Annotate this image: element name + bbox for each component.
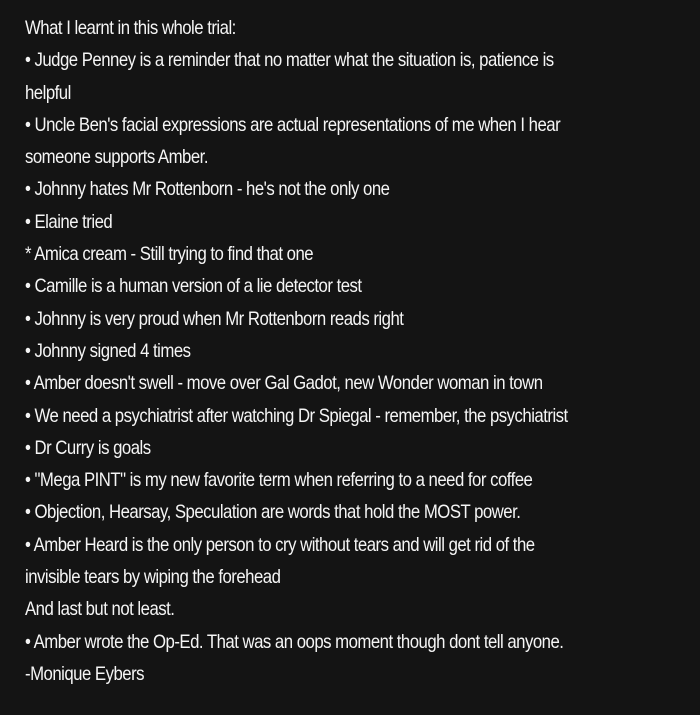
- list-item: • Judge Penney is a reminder that no matter what the situation is, patience is: [25, 49, 554, 72]
- list-item: • Johnny is very proud when Mr Rottenborn reads right: [25, 307, 404, 330]
- list-item: • Uncle Ben's facial expressions are actual representations of me when I hear: [25, 113, 561, 136]
- list-item-continuation: invisible tears by wiping the forehead: [25, 566, 281, 589]
- list-item: • Elaine tried: [25, 210, 113, 233]
- list-item: • Amber wrote the Op-Ed. That was an oops moment though dont tell anyone.: [25, 630, 564, 653]
- closing-line: And last but not least.: [25, 598, 175, 621]
- heading-line: What I learnt in this whole trial:: [25, 17, 236, 39]
- list-item: • Objection, Hearsay, Speculation are words that hold the MOST power.: [25, 501, 521, 524]
- list-item: • Johnny hates Mr Rottenborn - he's not the only one: [25, 178, 390, 201]
- list-item: • Amber doesn't swell - move over Gal Gadot, new Wonder woman in town: [25, 372, 543, 395]
- list-item: • Amber Heard is the only person to cry without tears and will get rid of the: [25, 533, 535, 556]
- list-item: • Dr Curry is goals: [25, 436, 151, 459]
- post-text: [25, 12, 679, 690]
- list-item: * Amica cream - Still trying to find that one: [25, 243, 314, 266]
- list-item: • Johnny signed 4 times: [25, 339, 191, 362]
- list-item: • Camille is a human version of a lie detector test: [25, 275, 362, 298]
- list-item-continuation: helpful: [25, 81, 71, 104]
- list-item-continuation: someone supports Amber.: [25, 146, 208, 169]
- list-item: • We need a psychiatrist after watching Dr Spiegal - remember, the psychiatrist: [25, 404, 568, 427]
- signature-line: -Monique Eybers: [25, 662, 145, 685]
- list-item: • "Mega PINT" is my new favorite term when referring to a need for coffee: [25, 469, 533, 492]
